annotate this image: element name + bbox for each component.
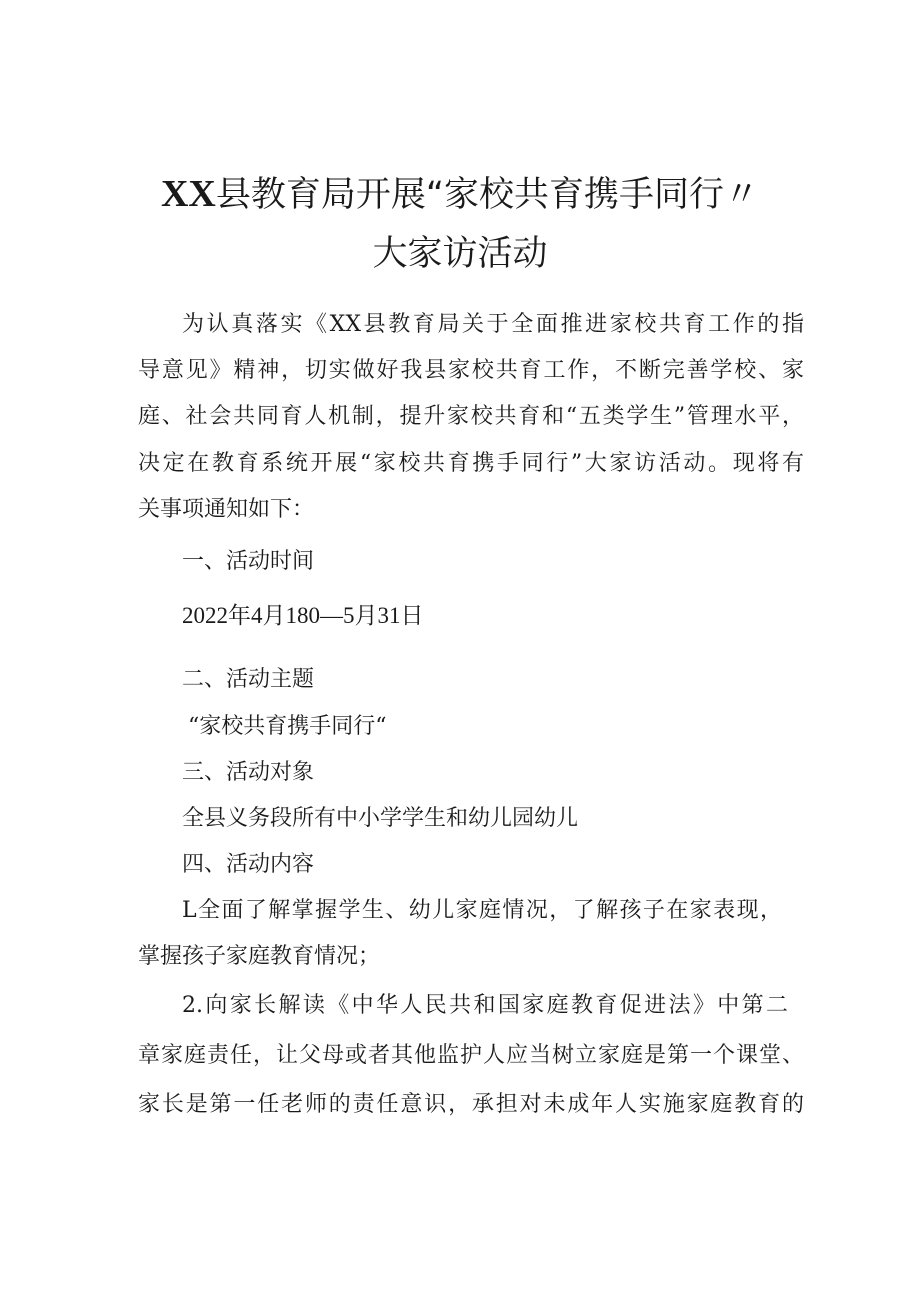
title-county-prefix: XX xyxy=(160,173,216,215)
content-item-2-line-3: 家长是第一任老师的责任意识，承担对未成年人实施家庭教育的 xyxy=(138,1092,804,1117)
section-time-heading: 一、活动时间 xyxy=(182,549,315,574)
intro-line-5: 关事项通知如下： xyxy=(138,497,315,522)
section-target-value: 全县义务段所有中小学学生和幼儿园幼儿 xyxy=(182,806,579,831)
document-title-line-2: 大家访活动 xyxy=(372,234,548,274)
intro-line-3: 庭、社会共同育人机制，提升家校共育和“五类学生”管理水平， xyxy=(138,404,804,429)
content-item-1-line-1: L全面了解掌握学生、幼儿家庭情况，了解孩子在家表现， xyxy=(182,898,782,923)
content-item-2-line-1: 2.向家长解读《中华人民共和国家庭教育促进法》中第二 xyxy=(182,993,788,1018)
title-line-1-text: 县教育局开展“家校共育携手同行〃 xyxy=(215,175,760,215)
section-target-heading: 三、活动对象 xyxy=(182,760,315,785)
content-item-2-line-2: 章家庭责任，让父母或者其他监护人应当树立家庭是第一个课堂、 xyxy=(138,1043,804,1068)
document-title-line-1 xyxy=(0,172,920,218)
intro-line-2: 导意见》精神，切实做好我县家校共育工作，不断完善学校、家 xyxy=(138,358,804,383)
section-time-value: 2022年4月180—5月31日 xyxy=(182,603,424,628)
section-content-heading: 四、活动内容 xyxy=(182,852,315,877)
intro-line-1: 为认真落实《XX县教育局关于全面推进家校共育工作的指 xyxy=(182,312,804,337)
content-item-1-line-2: 掌握孩子家庭教育情况； xyxy=(138,944,381,969)
intro-line-4: 决定在教育系统开展“家校共育携手同行”大家访活动。现将有 xyxy=(138,451,804,476)
section-theme-heading: 二、活动主题 xyxy=(182,667,315,692)
section-theme-value: “家校共育携手同行“ xyxy=(188,714,387,739)
